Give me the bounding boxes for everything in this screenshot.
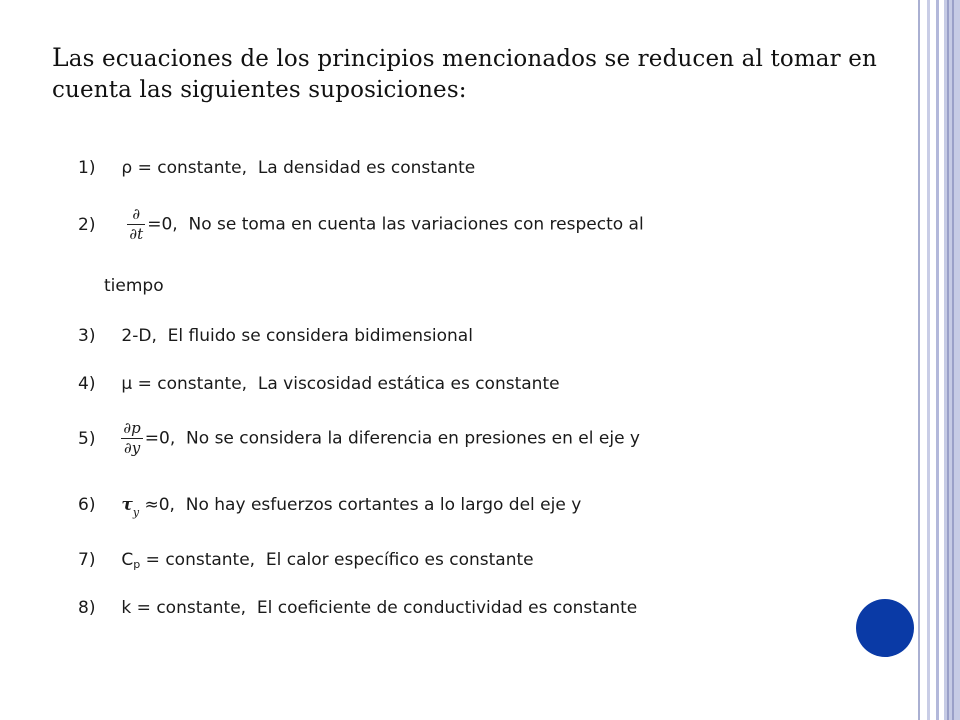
symbol-tau: τ: [121, 495, 133, 515]
assumption-description: No se considera la diferencia en presiones en el eje y: [175, 428, 640, 449]
assumption-description: La viscosidad estática es constante: [247, 374, 560, 394]
symbol-mu: μ: [121, 374, 133, 394]
fraction-numerator: ∂: [132, 205, 141, 223]
assumption-2-continuation: tiempo: [104, 276, 164, 296]
frame-line: [936, 0, 939, 720]
frame-line: [918, 0, 920, 720]
symbol-2d: 2-D,: [121, 326, 157, 346]
assumption-1: [78, 158, 475, 178]
fraction-denominator: ∂y: [123, 439, 141, 457]
fraction-numerator: ∂p: [123, 419, 141, 437]
item-number: 4): [78, 374, 96, 394]
equation-text: = constante,: [131, 598, 247, 618]
equation-text: = constante,: [132, 158, 248, 178]
assumption-description: La densidad es constante: [247, 158, 476, 178]
title-initial: L: [52, 43, 69, 72]
symbol-cp: C: [121, 550, 134, 570]
partial-derivative-fraction: [121, 420, 142, 457]
decorative-circle: [856, 599, 914, 657]
equation-text: = constante,: [132, 374, 248, 394]
assumption-6: [78, 495, 582, 519]
assumption-description: El calor específico es constante: [255, 550, 534, 570]
frame-line: [927, 0, 930, 720]
item-number: 5): [78, 428, 96, 449]
assumption-description: No se toma en cuenta las variaciones con respecto al: [177, 214, 644, 235]
assumption-4: [78, 374, 560, 394]
assumption-3: [78, 326, 473, 346]
item-number: 8): [78, 598, 96, 618]
slide-title: [52, 42, 912, 106]
assumption-8: [78, 598, 637, 618]
assumption-description: El coeficiente de conductividad es constante: [246, 598, 638, 618]
title-text: as ecuaciones de los principios mencionados se reducen al tomar en cuenta las siguientes suposiciones:: [52, 46, 877, 103]
symbol-k: k: [121, 598, 132, 618]
partial-derivative-fraction: [127, 206, 145, 243]
fraction-denominator: ∂t: [129, 225, 144, 243]
item-number: 1): [78, 158, 96, 178]
item-number: 2): [78, 214, 96, 235]
symbol-rho: ρ: [121, 158, 133, 178]
assumption-5: [78, 420, 640, 457]
subscript: y: [132, 506, 140, 519]
item-number: 7): [78, 550, 96, 570]
assumption-description: No hay esfuerzos cortantes a lo largo del eje y: [174, 495, 582, 515]
subscript: p: [133, 558, 141, 571]
item-number: 3): [78, 326, 96, 346]
equation-text: = constante,: [140, 550, 256, 570]
frame-line: [952, 0, 954, 720]
equation-text: =0,: [144, 428, 176, 449]
assumption-7: [78, 550, 534, 570]
assumption-description: El fluido se considera bidimensional: [156, 326, 473, 346]
item-number: 6): [78, 495, 96, 515]
equation-text: =0,: [147, 214, 178, 235]
frame-line: [947, 0, 949, 720]
assumption-2: [78, 206, 644, 243]
equation-text: ≈0,: [139, 495, 175, 515]
